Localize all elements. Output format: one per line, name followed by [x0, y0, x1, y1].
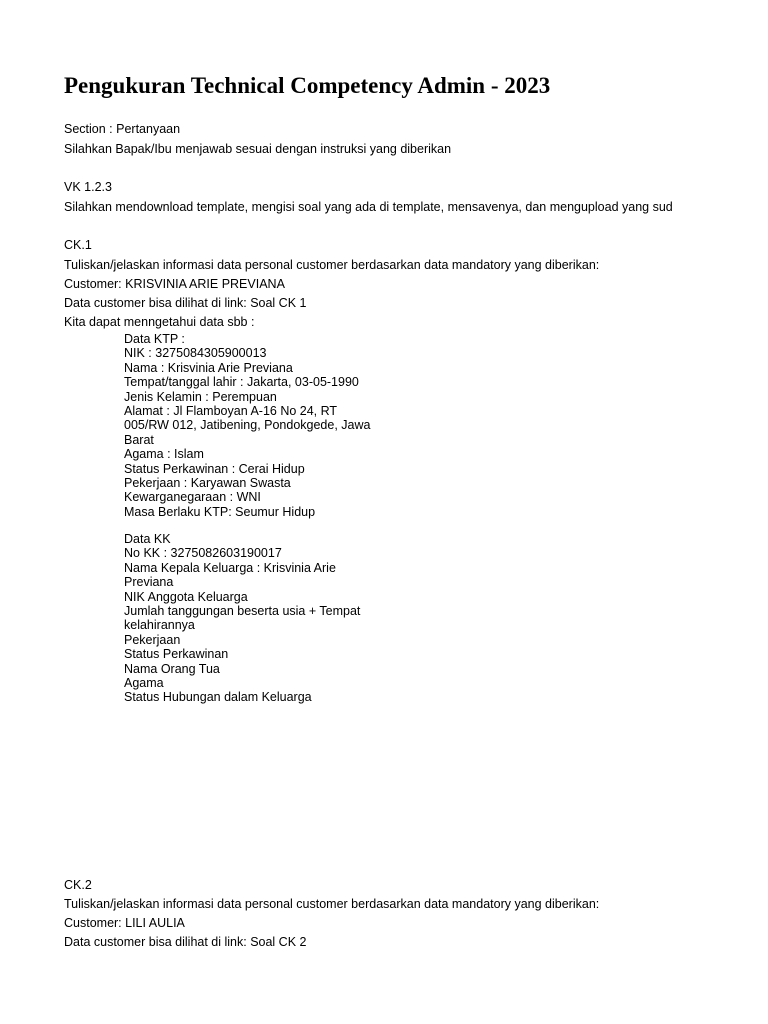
instruction-line: Silahkan Bapak/Ibu menjawab sesuai dengan instruksi yang diberikan — [64, 142, 452, 156]
kk-line: NIK Anggota Keluarga — [124, 589, 248, 604]
ck1-customer: Customer: KRISVINIA ARIE PREVIANA — [64, 277, 285, 291]
ck1-question: Tuliskan/jelaskan informasi data personal customer berdasarkan data mandatory yang diberikan: — [64, 258, 600, 272]
ck2-link-line: Data customer bisa dilihat di link: Soal CK 2 — [64, 935, 307, 949]
kk-line: kelahirannya — [124, 618, 195, 633]
ktp-line: NIK : 3275084305900013 — [124, 346, 267, 361]
ktp-line: Alamat : Jl Flamboyan A-16 No 24, RT — [124, 403, 338, 418]
kk-line: Nama Orang Tua — [124, 661, 220, 676]
ktp-line: Pekerjaan : Karyawan Swasta — [124, 475, 291, 490]
vk-instruction: Silahkan mendownload template, mengisi soal yang ada di template, mensavenya, dan mengupload yang sud — [64, 200, 673, 214]
ktp-line: Jenis Kelamin : Perempuan — [124, 389, 277, 404]
kk-line: Nama Kepala Keluarga : Krisvinia Arie — [124, 560, 336, 575]
ktp-line: Status Perkawinan : Cerai Hidup — [124, 461, 305, 476]
ck2-customer: Customer: LILI AULIA — [64, 916, 185, 930]
ck2-question: Tuliskan/jelaskan informasi data personal customer berdasarkan data mandatory yang diberikan: — [64, 897, 600, 911]
kk-line: Agama — [124, 675, 164, 690]
ck1-ktp-data — [124, 332, 370, 519]
kk-line: Status Hubungan dalam Keluarga — [124, 690, 312, 705]
kk-line: Jumlah tanggungan beserta usia + Tempat — [124, 603, 361, 618]
vk-code: VK 1.2.3 — [64, 180, 112, 194]
ck1-link-line: Data customer bisa dilihat di link: Soal CK 1 — [64, 296, 307, 310]
ktp-line: Barat — [124, 432, 154, 447]
ck1-heading: CK.1 — [64, 238, 92, 252]
ck1-kk-data — [124, 532, 360, 705]
ktp-line: Agama : Islam — [124, 447, 204, 462]
ktp-line: Masa Berlaku KTP: Seumur Hidup — [124, 504, 316, 519]
kk-line: Previana — [124, 575, 174, 590]
kk-line: Status Perkawinan — [124, 647, 229, 662]
kk-line: Data KK — [124, 532, 171, 546]
ktp-line: Tempat/tanggal lahir : Jakarta, 03-05-1990 — [124, 375, 359, 390]
document-title: Pengukuran Technical Competency Admin - 2023 — [64, 73, 551, 98]
kk-line: No KK : 3275082603190017 — [124, 546, 282, 561]
ktp-line: 005/RW 012, Jatibening, Pondokgede, Jawa — [124, 418, 371, 433]
ktp-line: Kewarganegaraan : WNI — [124, 490, 261, 505]
ck2-heading: CK.2 — [64, 878, 92, 892]
ktp-line: Nama : Krisvinia Arie Previana — [124, 360, 293, 375]
section-line: Section : Pertanyaan — [64, 122, 181, 136]
kk-line: Pekerjaan — [124, 632, 181, 647]
ktp-line: Data KTP : — [124, 332, 185, 346]
ck1-intro: Kita dapat menngetahui data sbb : — [64, 315, 255, 329]
